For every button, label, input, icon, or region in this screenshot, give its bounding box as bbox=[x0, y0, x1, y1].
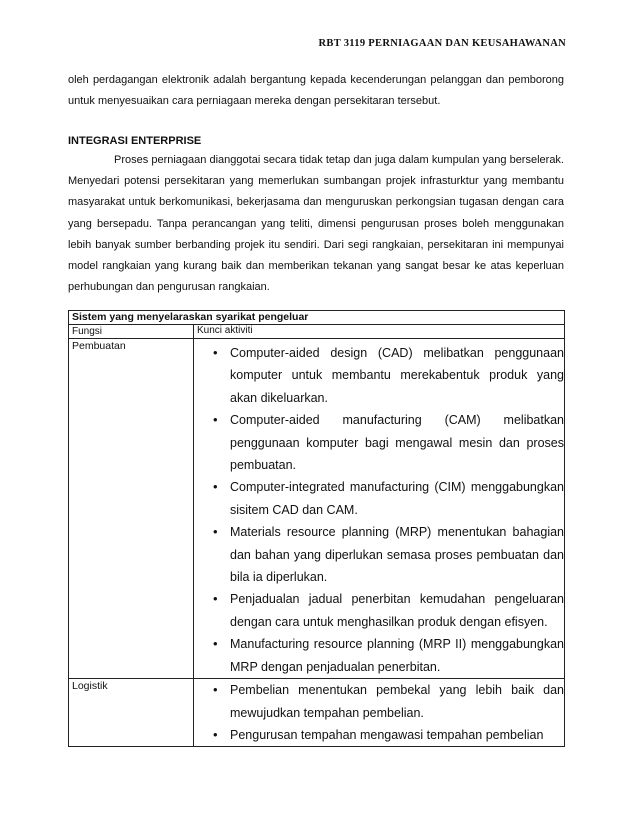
activity-cell bbox=[194, 339, 565, 679]
fungsi-cell: Pembuatan bbox=[69, 339, 194, 679]
table-row bbox=[69, 339, 565, 679]
activity-list bbox=[194, 679, 564, 745]
activity-cell bbox=[194, 679, 565, 747]
column-header-kunci-aktiviti: Kunci aktiviti bbox=[194, 325, 565, 339]
table-title: Sistem yang menyelaraskan syarikat pengeluar bbox=[69, 311, 565, 325]
list-item: • Manufacturing resource planning (MRP II) menggabungkan MRP dengan penjadualan penerbitan. bbox=[208, 633, 564, 678]
table-row bbox=[69, 679, 565, 747]
section-heading: INTEGRASI ENTERPRISE bbox=[68, 135, 202, 147]
systems-table bbox=[68, 310, 565, 747]
list-item: • Computer-aided manufacturing (CAM) melibatkan penggunaan komputer bagi mengawal mesin dan proses pembuatan. bbox=[208, 409, 564, 476]
list-item: • Materials resource planning (MRP) menentukan bahagian dan bahan yang diperlukan semasa proses pembuatan dan bila ia diperlukan. bbox=[208, 521, 564, 588]
section-paragraph: Proses perniagaan dianggotai secara tidak tetap dan juga dalam kumpulan yang berselerak. Menyedari potensi persekitaran yang memerlukan sumbangan projek infrasturktur yang membantu masyarakat untuk berkomunikasi, bekerjasama dan menguruskan perkongsian tugasan dengan cara yang bersepadu. Tanpa perancangan yang teliti, dimensi pengurusan proses boleh menggunakan lebih banyak sumber berbanding projek itu sendiri. Dari segi rangkaian, persekitaran ini mempunyai model rangkaian yang kurang baik dan memberikan tekanan yang sangat besar ke atas keperluan perhubungan dan pengurusan rangkaian. bbox=[68, 154, 564, 294]
column-header-fungsi: Fungsi bbox=[69, 325, 194, 339]
list-item: • Penjadualan jadual penerbitan kemudahan pengeluaran dengan cara untuk menghasilkan produk dengan efisyen. bbox=[208, 588, 564, 633]
list-item: • Pembelian menentukan pembekal yang lebih baik dan mewujudkan tempahan pembelian. bbox=[208, 679, 564, 724]
fungsi-cell: Logistik bbox=[69, 679, 194, 747]
list-item: • Pengurusan tempahan mengawasi tempahan pembelian bbox=[208, 724, 564, 745]
list-item: • Computer-aided design (CAD) melibatkan penggunaan komputer untuk membantu merekabentuk produk yang akan dikeluarkan. bbox=[208, 342, 564, 409]
list-item: • Computer-integrated manufacturing (CIM) menggabungkan sisitem CAD dan CAM. bbox=[208, 476, 564, 521]
intro-paragraph: oleh perdagangan elektronik adalah bergantung kepada kecenderungan pelanggan dan pemborong untuk menyesuaikan cara perniagaan mereka dengan persekitaran tersebut. bbox=[68, 74, 564, 108]
activity-list bbox=[194, 339, 564, 678]
page-header: RBT 3119 PERNIAGAAN DAN KEUSAHAWANAN bbox=[318, 38, 566, 49]
